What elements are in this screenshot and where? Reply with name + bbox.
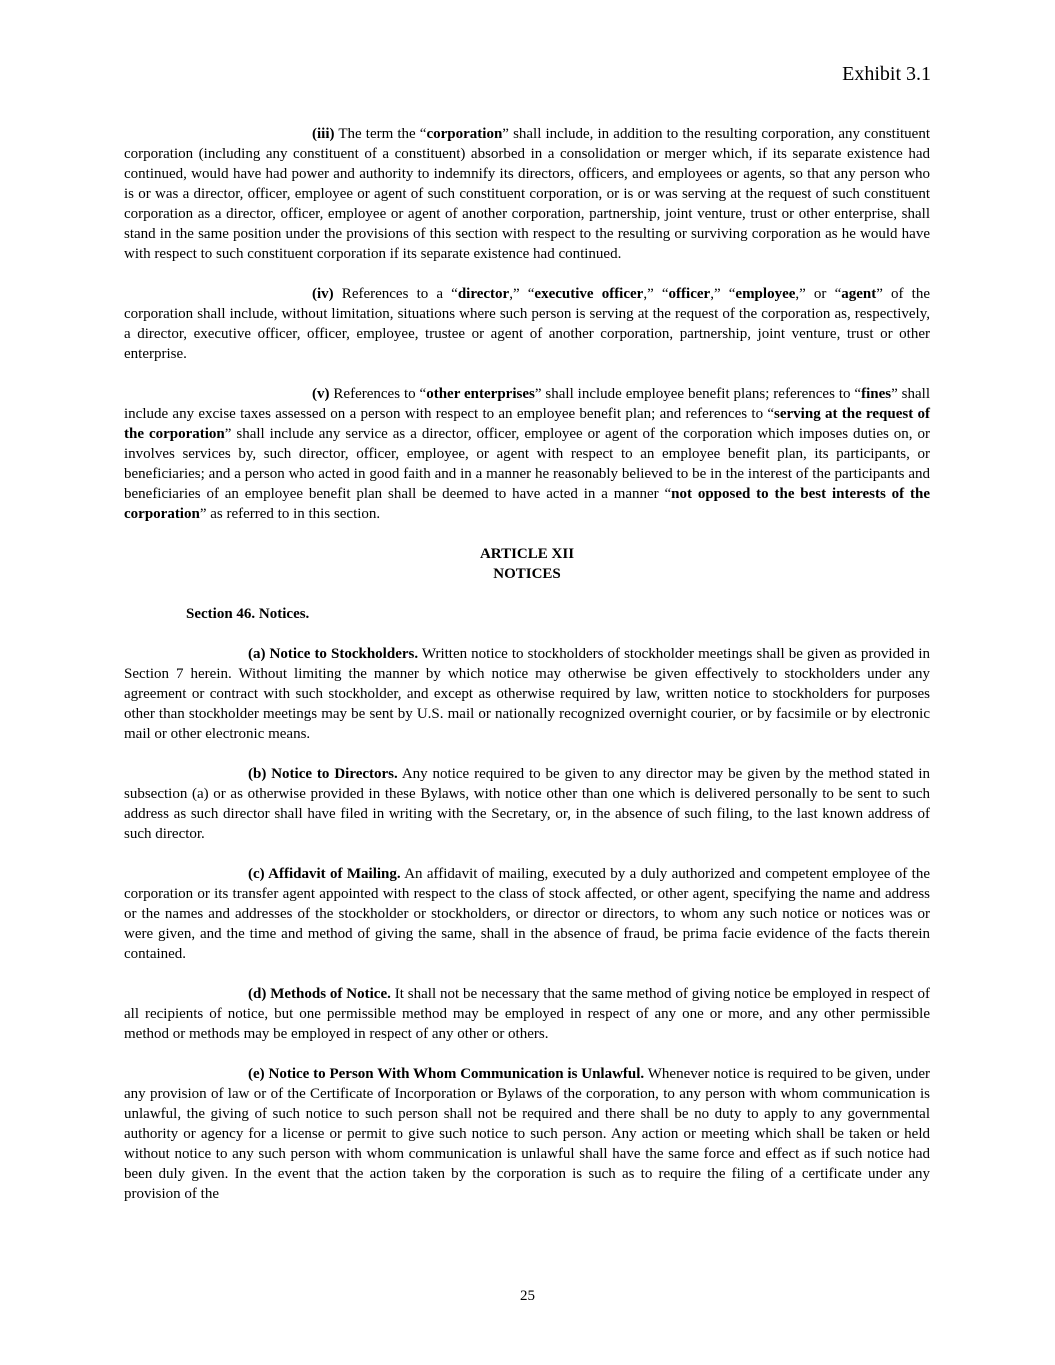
subsection-a: (a) Notice to Stockholders. Written notice to stockholders of stockholder meetings shall be given as provided in Section 7 herein. Without limiting the manner by which notice may otherwise be given effectively to stockholders under any agreement or contract with such stockholder, and except as otherwise required by law, written notice to stockholders for purposes other than stockholder meetings may be sent by U.S. mail or nationally recognized overnight courier, or by facsimile or by electronic mail or other electronic means. [124, 646, 930, 742]
subsection-label: (d) Methods of Notice. [248, 986, 391, 1002]
defined-term: fines [861, 386, 892, 402]
paragraph-label: (v) [312, 386, 330, 402]
subsection-d: (d) Methods of Notice. It shall not be necessary that the same method of giving notice be employed in respect of all recipients of notice, but one permissible method may be employed in respect of any one or more, and any other permissible method or methods may be employed in respect of any other or others. [124, 986, 930, 1042]
paragraph-label: (iii) [312, 126, 335, 142]
paragraph-iv: (iv) References to a “director,” “executive officer,” “officer,” “employee,” or “agent” of the corporation shall include, without limitation, situations where such person is serving at the request of the corporation as, respectively, a director, executive officer, officer, employee, trustee or agent of another corporation, partnership, joint venture, trust or other enterprise. [124, 286, 930, 362]
subsection-e: (e) Notice to Person With Whom Communication is Unlawful. Whenever notice is required to be given, under any provision of law or of the Certificate of Incorporation or Bylaws of the corporation, to any person with whom communication is unlawful, the giving of such notice to such person shall not be required and there shall be no duty to apply to any governmental authority or agency for a license or permit to give such notice to such person. Any action or meeting which shall be taken or held without notice to any such person with whom communication is unlawful shall have the same force and effect as if such notice had been duly given. In the event that the action taken by the corporation is such as to require the filing of a certificate under any provision of the [124, 1066, 930, 1202]
section-title: Section 46. Notices. [186, 606, 310, 622]
defined-term: employee [735, 286, 796, 302]
subsection-c: (c) Affidavit of Mailing. An affidavit of mailing, executed by a duly authorized and competent employee of the corporation or its transfer agent appointed with respect to the class of stock affected, or other agent, specifying the name and address or the names and addresses of the stockholder or stockholders, or director or directors, to whom any such notice or notices was or were given, and the time and method of giving the same, shall in the absence of fraud, be prima facie evidence of the facts therein contained. [124, 866, 930, 962]
subsection-b: (b) Notice to Directors. Any notice required to be given to any director may be given by the method stated in subsection (a) or as otherwise provided in these Bylaws, with notice other than one which is delivered personally to be sent to such address as such director shall have filed in writing with the Secretary, or, in the absence of such filing, to the last known address of such director. [124, 766, 930, 842]
defined-term: corporation [426, 126, 503, 142]
page-number: 25 [520, 1288, 535, 1304]
paragraph-v: (v) References to “other enterprises” shall include employee benefit plans; references to “fines” shall include any excise taxes assessed on a person with respect to an employee benefit plan; and references to “serving at the request of the corporation” shall include any service as a director, officer, employee or agent of the corporation which imposes duties on, or involves services by, such director, officer, employee, or agent with respect to an employee benefit plan, its participants, or beneficiaries; and a person who acted in good faith and in a manner he reasonably believed to be in the interest of the participants and beneficiaries of an employee benefit plan shall be deemed to have acted in a manner “not opposed to the best interests of the corporation” as referred to in this section. [124, 386, 930, 522]
exhibit-label: Exhibit 3.1 [842, 63, 931, 85]
defined-term: serving at the request of the corporation [124, 406, 930, 442]
defined-term: agent [841, 286, 877, 302]
document-body [124, 124, 930, 1224]
subsection-label: (e) Notice to Person With Whom Communication is Unlawful. [248, 1066, 645, 1082]
defined-term: other enterprises [426, 386, 535, 402]
article-title: ARTICLE XII [479, 546, 575, 562]
paragraph-label: (iv) [312, 286, 334, 302]
subsection-label: (a) Notice to Stockholders. [248, 646, 419, 662]
article-subtitle: NOTICES [493, 566, 561, 582]
defined-term: executive officer [534, 286, 644, 302]
defined-term: director [457, 286, 510, 302]
defined-term: officer [668, 286, 711, 302]
subsection-label: (c) Affidavit of Mailing. [248, 866, 401, 882]
subsection-label: (b) Notice to Directors. [248, 766, 398, 782]
paragraph-iii: (iii) The term the “corporation” shall include, in addition to the resulting corporation, any constituent corporation (including any constituent of a constituent) absorbed in a consolidation or merger which, if its separate existence had continued, would have had power and authority to indemnify its directors, officers, and employees or agents, so that any person who is or was a director, officer, employee or agent of such constituent corporation, or is or was serving at the request of such constituent corporation as a director, officer, employee or agent of another corporation, partnership, joint venture, trust or other enterprise, shall stand in the same position under the provisions of this section with respect to the resulting or surviving corporation as he would have with respect to such constituent corporation if its separate existence had continued. [124, 126, 930, 262]
defined-term: not opposed to the best interests of the corporation [124, 486, 930, 522]
article-heading [124, 544, 930, 584]
